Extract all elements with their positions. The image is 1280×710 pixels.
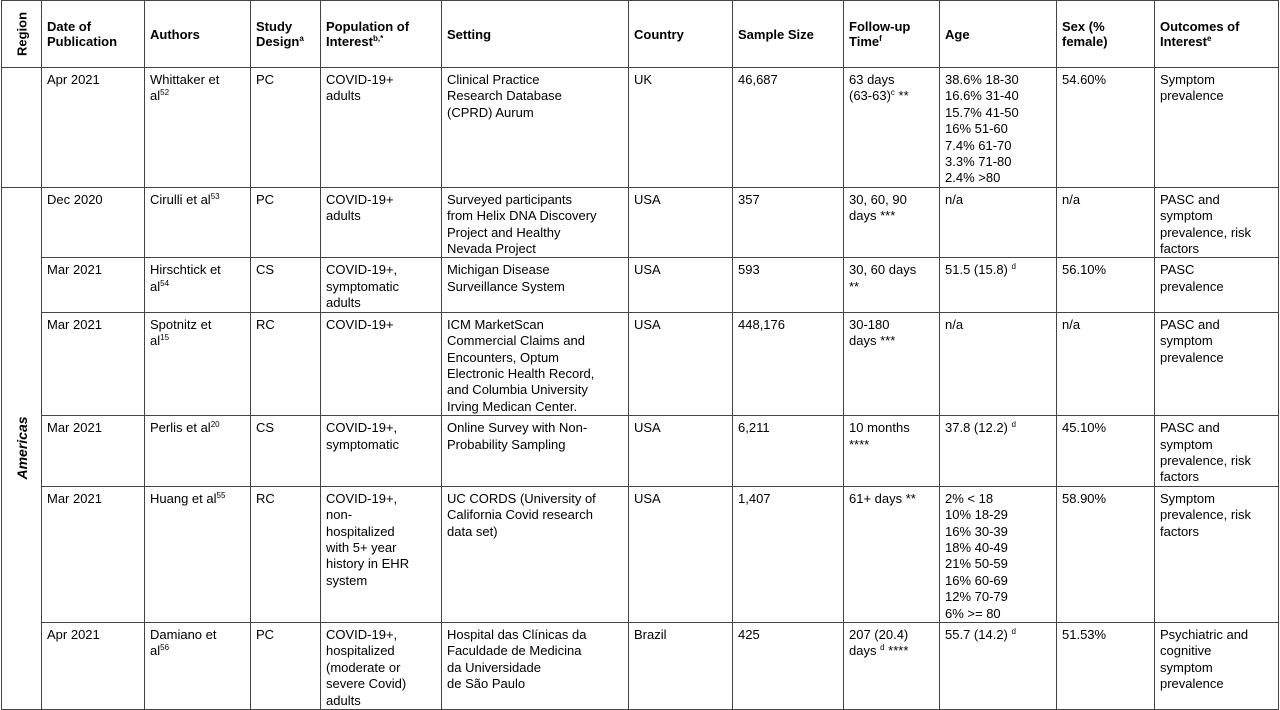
cell-outcomes: Symptom prevalence, risk factors [1155, 486, 1279, 622]
reference-sup: 56 [160, 643, 170, 653]
header-country: Country [629, 1, 733, 68]
age-text: 2% < 18 10% 18-29 16% 30-39 18% 40-49 21% 50-59 16% 60-69 12% 70-79 6% >= 80 [945, 490, 1008, 621]
cell-outcomes: PASC and symptom prevalence, risk factors [1155, 187, 1279, 258]
region-cell-americas [2, 187, 42, 709]
author-name: Damiano et al [150, 627, 217, 659]
table-row [2, 623, 1279, 710]
cell-author [145, 416, 251, 487]
cell-population: COVID-19+, hospitalized (moderate or severe Covid) adults [321, 623, 442, 710]
cell-setting: Hospital das Clínicas da Faculdade de Medicina da Universidade de São Paulo [442, 623, 629, 710]
cell-design: CS [251, 258, 321, 312]
cell-design: CS [251, 416, 321, 487]
cell-sex: 54.60% [1057, 68, 1155, 188]
author-name: Huang et al [150, 490, 217, 506]
age-text: 38.6% 18-30 16.6% 31-40 15.7% 41-50 16% 51-60 7.4% 61-70 3.3% 71-80 2.4% >80 [945, 72, 1019, 186]
cell-setting: UC CORDS (University of California Covid research data set) [442, 486, 629, 622]
footnote-sup: c [890, 88, 895, 98]
cell-setting: Clinical Practice Research Database (CPRD) Aurum [442, 68, 629, 188]
cell-date: Mar 2021 [42, 312, 145, 415]
cell-followup [844, 623, 940, 710]
table-row [2, 68, 1279, 188]
cell-sample: 46,687 [733, 68, 844, 188]
author-name: Hirschtick et al [150, 262, 221, 294]
cell-date: Dec 2020 [42, 187, 145, 258]
cell-country: Brazil [629, 623, 733, 710]
cell-followup [844, 312, 940, 415]
reference-sup: 20 [210, 420, 220, 430]
cell-followup [844, 416, 940, 487]
cell-age [940, 68, 1057, 188]
followup-text: 30, 60 days ** [849, 262, 917, 294]
cell-outcomes: Symptom prevalence [1155, 68, 1279, 188]
table-row [2, 258, 1279, 312]
cell-date: Mar 2021 [42, 416, 145, 487]
cell-country: USA [629, 258, 733, 312]
footnote-sup: d [880, 643, 885, 653]
cell-age [940, 187, 1057, 258]
cell-age [940, 258, 1057, 312]
cell-country: USA [629, 187, 733, 258]
cell-population: COVID-19+ adults [321, 68, 442, 188]
header-outcomes-label: Outcomes of Interest [1160, 19, 1240, 49]
cell-followup [844, 486, 940, 622]
followup-text: 63 days (63-63) [849, 72, 895, 104]
header-followup [844, 1, 940, 68]
followup-text: 10 months **** [849, 420, 910, 452]
header-authors: Authors [145, 1, 251, 68]
cell-country: USA [629, 312, 733, 415]
cell-country: UK [629, 68, 733, 188]
header-design [251, 1, 321, 68]
cell-sex: n/a [1057, 312, 1155, 415]
region-cell-top [2, 68, 42, 188]
reference-sup: 54 [160, 278, 170, 288]
cell-sample: 6,211 [733, 416, 844, 487]
cell-author [145, 68, 251, 188]
followup-text: 61+ days ** [849, 490, 916, 506]
age-text: n/a [945, 316, 964, 332]
reference-sup: 52 [160, 88, 170, 98]
cell-followup [844, 187, 940, 258]
cell-country: USA [629, 486, 733, 622]
cell-author [145, 312, 251, 415]
cell-author [145, 187, 251, 258]
cell-followup [844, 258, 940, 312]
cell-outcomes: PASC and symptom prevalence, risk factors [1155, 416, 1279, 487]
cell-sample: 448,176 [733, 312, 844, 415]
cell-design: RC [251, 312, 321, 415]
author-name: Spotnitz et al [150, 316, 212, 349]
cell-design: PC [251, 187, 321, 258]
cell-sample: 357 [733, 187, 844, 258]
header-followup-sup: f [879, 34, 882, 43]
cell-design: PC [251, 623, 321, 710]
followup-marker: **** [884, 643, 909, 659]
header-population [321, 1, 442, 68]
cell-author [145, 623, 251, 710]
footnote-sup: d [1011, 262, 1016, 272]
header-sample: Sample Size [733, 1, 844, 68]
cell-population: COVID-19+ [321, 312, 442, 415]
cell-sex: 51.53% [1057, 623, 1155, 710]
header-region [2, 1, 42, 68]
cell-date: Apr 2021 [42, 623, 145, 710]
cell-country: USA [629, 416, 733, 487]
reference-sup: 15 [160, 333, 170, 343]
cell-population: COVID-19+, symptomatic [321, 416, 442, 487]
region-label: Americas [13, 416, 30, 480]
cell-age [940, 312, 1057, 415]
age-text: 55.7 (14.2) [945, 627, 1008, 642]
table-row [2, 416, 1279, 487]
cell-design: RC [251, 486, 321, 622]
cell-sample: 1,407 [733, 486, 844, 622]
cell-sample: 593 [733, 258, 844, 312]
table-row [2, 312, 1279, 415]
cell-sex: 56.10% [1057, 258, 1155, 312]
header-row [2, 1, 1279, 68]
cell-date: Apr 2021 [42, 68, 145, 188]
header-age: Age [940, 1, 1057, 68]
header-population-sup: b,* [372, 34, 384, 43]
cell-outcomes: PASC and symptom prevalence [1155, 312, 1279, 415]
cell-author [145, 486, 251, 622]
region-header-label: Region [14, 11, 29, 57]
cell-sex: 58.90% [1057, 486, 1155, 622]
author-name: Cirulli et al [150, 191, 211, 207]
table-row [2, 486, 1279, 622]
header-sex: Sex (% female) [1057, 1, 1155, 68]
age-text: 51.5 (15.8) [945, 262, 1008, 278]
followup-text: 207 (20.4) days [849, 627, 909, 659]
header-setting: Setting [442, 1, 629, 68]
reference-sup: 55 [216, 490, 226, 500]
author-name: Whittaker et al [150, 72, 220, 104]
cell-setting: ICM MarketScan Commercial Claims and Encounters, Optum Electronic Health Record, and Columbia University Irving Medican Center. [442, 312, 629, 415]
cell-date: Mar 2021 [42, 258, 145, 312]
cell-sex: 45.10% [1057, 416, 1155, 487]
cell-setting: Surveyed participants from Helix DNA Discovery Project and Healthy Nevada Project [442, 187, 629, 258]
studies-table [1, 0, 1279, 710]
followup-marker: ** [894, 88, 909, 104]
age-text: n/a [945, 191, 964, 207]
cell-outcomes: Psychiatric and cognitive symptom prevalence [1155, 623, 1279, 710]
header-population-label: Population of Interest [326, 19, 410, 49]
cell-age [940, 416, 1057, 487]
cell-design: PC [251, 68, 321, 188]
cell-age [940, 623, 1057, 710]
cell-population: COVID-19+, non- hospitalized with 5+ year history in EHR system [321, 486, 442, 622]
cell-age [940, 486, 1057, 622]
cell-population: COVID-19+ adults [321, 187, 442, 258]
cell-sample: 425 [733, 623, 844, 710]
cell-setting: Michigan Disease Surveillance System [442, 258, 629, 312]
cell-population: COVID-19+, symptomatic adults [321, 258, 442, 312]
header-outcomes-sup: e [1206, 34, 1212, 43]
header-outcomes [1155, 1, 1279, 68]
cell-outcomes: PASC prevalence [1155, 258, 1279, 312]
followup-text: 30-180 days *** [849, 316, 896, 349]
header-design-label: Study Design [256, 19, 300, 49]
table-row [2, 187, 1279, 258]
cell-setting: Online Survey with Non- Probability Sampling [442, 416, 629, 487]
cell-date: Mar 2021 [42, 486, 145, 622]
header-design-sup: a [299, 34, 304, 43]
cell-sex: n/a [1057, 187, 1155, 258]
cell-author [145, 258, 251, 312]
followup-text: 30, 60, 90 days *** [849, 191, 907, 224]
footnote-sup: d [1011, 627, 1016, 636]
reference-sup: 53 [210, 191, 220, 201]
age-text: 37.8 (12.2) [945, 420, 1008, 436]
cell-followup [844, 68, 940, 188]
header-followup-label: Follow-up Time [849, 19, 911, 49]
author-name: Perlis et al [150, 420, 211, 436]
footnote-sup: d [1011, 420, 1016, 430]
header-date: Date of Publication [42, 1, 145, 68]
